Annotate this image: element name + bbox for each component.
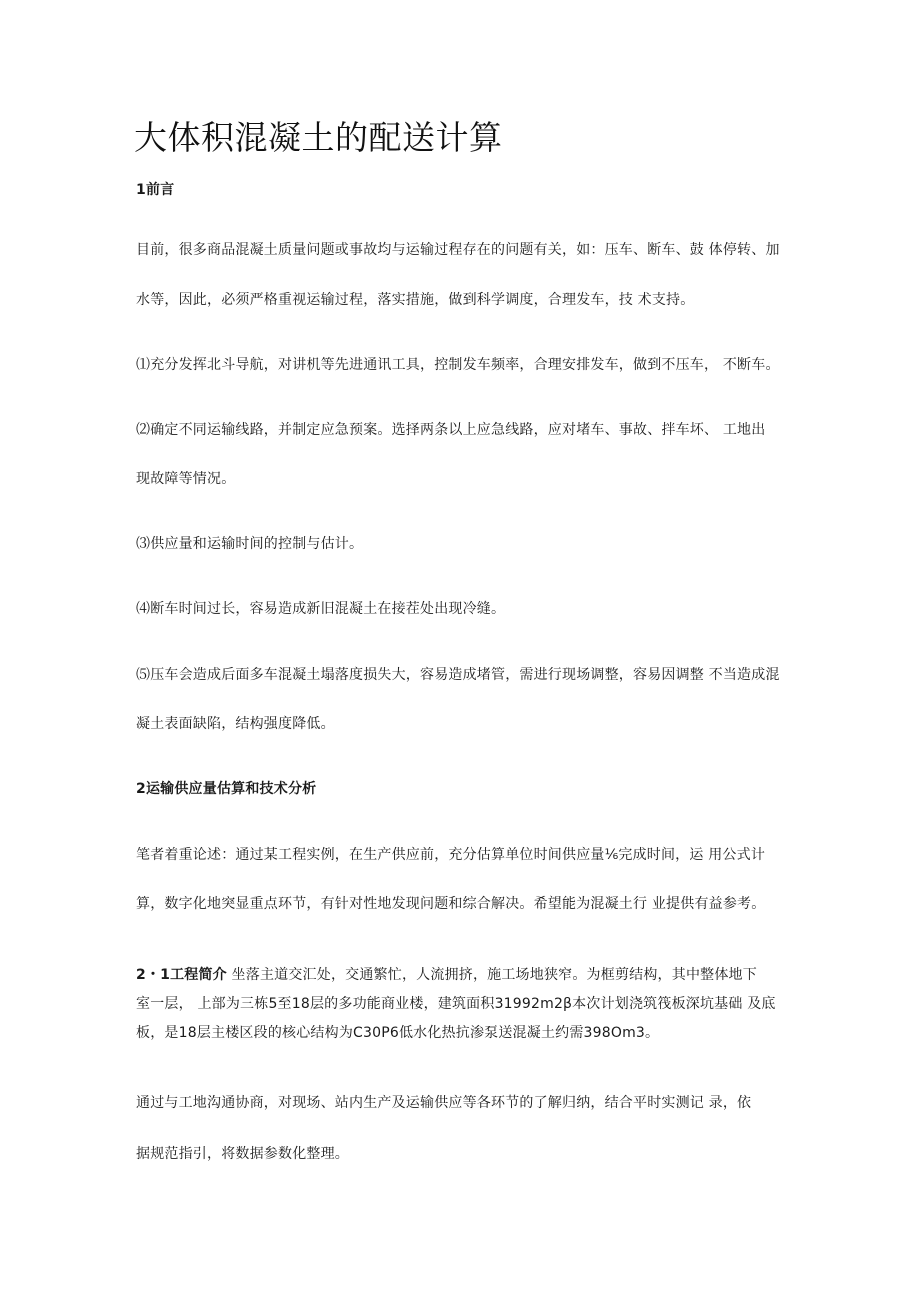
coordination-paragraph-line-1: 通过与工地沟通协商，对现场、站内生产及运输供应等各环节的了解归纳，结合平时实测记 录，依	[136, 1095, 752, 1111]
list-item-2-line-2: 现故障等情况。	[136, 471, 236, 487]
project-intro-line-1	[136, 965, 757, 985]
project-intro-line-1-text: 坐落主道交汇处，交通繁忙，人流拥挤，施工场地狭窄。为框剪结构，其中整体地下	[226, 967, 757, 983]
project-intro-line-2: 室一层， 上部为三栋5至18层的多功能商业楼，建筑面积31992m2β本次计划浇筑筏板深坑基础 及底	[136, 996, 776, 1012]
document-title: 大体积混凝土的配送计算	[134, 118, 503, 157]
section-2-paragraph-line-2: 算，数字化地突显重点环节，有针对性地发现问题和综合解决。希望能为混凝土行 业提供有益参考。	[136, 896, 766, 912]
list-item-2-line-1: ⑵确定不同运输线路，并制定应急预案。选择两条以上应急线路，应对堵车、事故、拌车坏、 工地出	[136, 422, 766, 438]
section-2-heading: 2运输供应量估算和技术分析	[136, 781, 317, 797]
section-2-paragraph-line-1: 笔者着重论述：通过某工程实例，在生产供应前，充分估算单位时间供应量⅙完成时间，运 用公式计	[136, 847, 766, 863]
section-1-heading: 1前言	[136, 182, 175, 198]
list-item-3: ⑶供应量和运输时间的控制与估计。	[136, 536, 364, 552]
intro-paragraph-line-2: 水等，因此，必须严格重视运输过程，落实措施，做到科学调度，合理发车，技 术支持。	[136, 292, 695, 308]
list-item-1: ⑴充分发挥北斗导航，对讲机等先进通讯工具，控制发车频率，合理安排发车，做到不压车， 不断车。	[136, 357, 780, 373]
list-item-4: ⑷断车时间过长，容易造成新旧混凝土在接茬处出现冷缝。	[136, 601, 506, 617]
coordination-paragraph-line-2: 据规范指引，将数据参数化整理。	[136, 1146, 349, 1162]
project-intro-line-3: 板，是18层主楼区段的核心结构为C30P6低水化热抗渗泵送混凝土约需398Om3。	[136, 1025, 660, 1041]
subsection-2-1-heading: 2・1工程简介	[136, 967, 227, 983]
list-item-5-line-1: ⑸压车会造成后面多车混凝土塌落度损失大，容易造成堵管，需进行现场调整，容易因调整 不当造成混	[136, 667, 780, 683]
intro-paragraph-line-1: 目前，很多商品混凝土质量问题或事故均与运输过程存在的问题有关，如：压车、断车、鼓 体停转、加	[136, 242, 780, 258]
list-item-5-line-2: 凝土表面缺陷，结构强度降低。	[136, 716, 335, 732]
